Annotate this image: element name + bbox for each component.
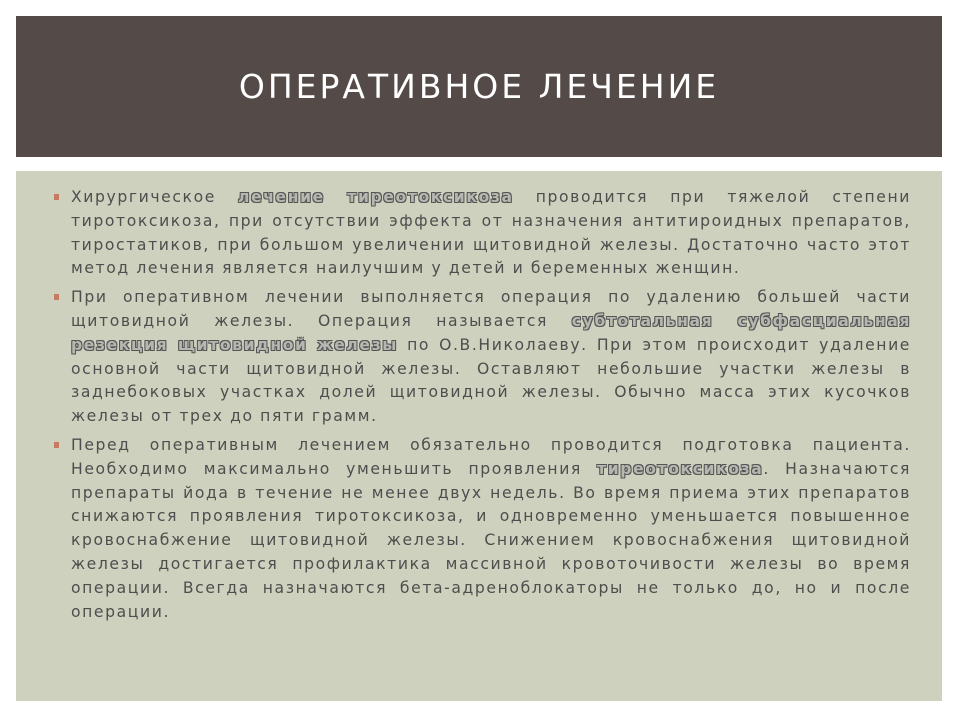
bullet-item xyxy=(71,286,911,429)
bullet-marker-icon xyxy=(54,442,59,448)
bullet-item xyxy=(71,186,911,281)
bullet-marker-icon xyxy=(54,194,59,200)
bullet-text: Хирургическое xyxy=(71,188,239,206)
bullet-item xyxy=(71,434,911,624)
bullet-text: проводится при тяжелой степени тиротоксикоза, при отсутствии эффекта от назначения антитироидных препаратов, тиростатиков, при большом увеличении щитовидной железы. Достаточно часто этот метод лечения является наилучшим у детей и беременных женщин. xyxy=(71,188,912,278)
content-area xyxy=(16,171,942,701)
bullet-text: При оперативном лечении выполняется операция по удалению большей части щитовидной железы. Операция называется xyxy=(71,288,911,330)
bullet-list xyxy=(71,186,911,629)
highlighted-term: лечение тиреотоксикоза xyxy=(238,188,514,206)
bullet-text: по О.В.Николаеву. При этом происходит удаление основной части щитовидной железы. Оставляют небольшие участки железы в заднебоковых участках долей щитовидной железы. Обычно масса этих кусочков железы от трех до пяти грамм. xyxy=(71,335,911,426)
title-bar xyxy=(16,16,942,157)
bullet-text: Перед оперативным лечением обязательно проводится подготовка пациента. Необходимо максимально уменьшить проявления xyxy=(71,435,911,478)
bullet-text: . Назначаются препараты йода в течение не менее двух недель. Во время приема этих препаратов снижаются проявления тиротоксикоза, и одновременно уменьшается повышенное кровоснабжение щитовидной железы. Снижением кровоснабжения щитовидной железы достигается профилактика массивной кровоточивости железы во время операции. Всегда назначаются бета-адреноблокаторы не только до, но и после операции. xyxy=(71,459,911,621)
highlighted-term: тиреотоксикоза xyxy=(597,459,764,478)
highlighted-term: субтотальная субфасциальная резекция щитовидной железы xyxy=(71,311,911,354)
bullet-marker-icon xyxy=(54,294,59,300)
slide-title: ОПЕРАТИВНОЕ ЛЕЧЕНИЕ xyxy=(238,67,720,106)
